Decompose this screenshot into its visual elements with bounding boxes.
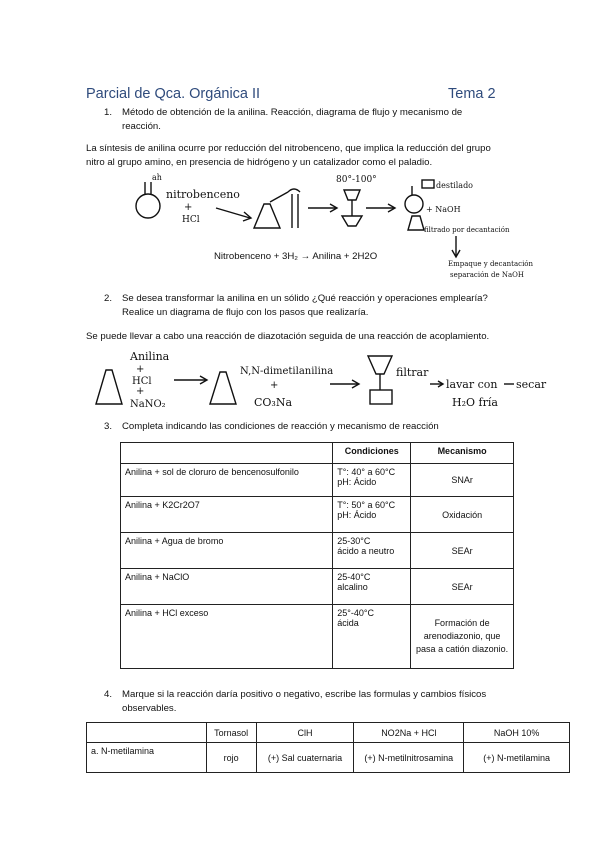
tema-label: Tema 2 [448,86,496,102]
hw-nano2: NaNO₂ [130,399,166,410]
erlenmeyer-icon [96,370,122,404]
table-row [121,569,514,605]
header-tornasol: Tornasol [206,723,256,743]
q4-number: 4. [104,689,113,700]
q2-question-line2: Realice un diagrama de flujo con los pasos que realizaría. [122,307,369,318]
conditions-table [120,442,514,669]
q1-answer-line2: nitro al grupo amino, en presencia de hidrógeno y un catalizador como el paladio. [86,157,433,168]
header-empty [121,443,333,464]
hw-final: separación de NaOH [450,271,525,279]
cond-ph: pH: Ácido [337,477,377,487]
hw-temp: 80°-100° [336,175,377,185]
q4-question-line2: observables. [122,703,177,714]
final-flask-icon [405,195,423,213]
conditions-cell [333,497,411,533]
table-header-row [121,443,514,464]
table-row [121,464,514,497]
reaction-cell: Anilina + NaClO [121,569,333,605]
hw-hcl: HCl [132,376,152,387]
header-no2na: NO2Na + HCl [354,723,464,743]
table-row [121,605,514,669]
q3-number: 3. [104,421,113,432]
cond-temp: 25°-40°C [337,608,374,618]
hw-plus3: + [270,380,279,391]
hw-plus1: + [136,364,145,375]
q1-question-line1: Método de obtención de la anilina. Reacción, diagrama de flujo y mecanismo de [122,107,463,118]
hw-co3na: CO₃Na [254,396,293,409]
q4-question-line1: Marque si la reacción daría positivo o negativo, escribe las formulas y cambios físicos [122,689,487,700]
reaction-cell: Anilina + Agua de bromo [121,533,333,569]
q1-answer-line1: La síntesis de anilina ocurre por reducción del nitrobenceno, que implica la reducción del grupo [86,143,491,154]
q3-question: Completa indicando las condiciones de reacción y mecanismo de reacción [122,421,439,432]
conditions-cell [333,533,411,569]
clh-cell: (+) Sal cuaternaria [256,743,354,773]
cond-temp: 25-30°C [337,536,371,546]
q2-flow-diagram [90,346,570,416]
hw-h2o: H₂O fría [452,396,498,409]
header-naoh: NaOH 10% [464,723,570,743]
header-clh: ClH [256,723,354,743]
hw-plus2: + [136,386,145,397]
tornasol-cell: rojo [206,743,256,773]
table-row [87,743,570,773]
hw-ah: ah [152,173,162,182]
q2-number: 2. [104,293,113,304]
q1-equation: Nitrobenceno + 3H₂ → Anilina + 2H2O [214,251,378,262]
hw-hcl: HCl [182,215,200,225]
mechanism-cell: Oxidación [411,497,514,533]
mechanism-cell: Formación de arenodiazonio, que pasa a catión diazonio. [411,605,514,669]
cond-ph: ácida [337,618,359,628]
cond-ph: ácido a neutro [337,546,395,556]
hw-filtrado: filtrado por decantación [424,226,510,234]
cond-temp: 25-40°C [337,572,371,582]
funnel-icon [368,356,392,374]
hw-empaque: Empaque y decantación [448,260,534,268]
erlenmeyer-icon [254,204,280,228]
hw-secar: secar [516,378,547,391]
cond-ph: pH: Ácido [337,510,377,520]
hw-nitrobenceno: nitrobenceno [166,188,240,201]
header-mecanismo: Mecanismo [411,443,514,464]
page-title: Parcial de Qca. Orgánica II [86,86,261,102]
reaction-cell: Anilina + HCl exceso [121,605,333,669]
header-condiciones: Condiciones [333,443,411,464]
reaction-cell: Anilina + sol de cloruro de bencenosulfonilo [121,464,333,497]
table-row [121,533,514,569]
conditions-cell [333,569,411,605]
table-header-row [87,723,570,743]
naoh-cell: (+) N-metilamina [464,743,570,773]
compound-label: a. N-metilamina [87,743,207,773]
reactions-table [86,722,570,773]
cond-temp: T°: 40° a 60°C [337,467,396,477]
q1-question-line2: reacción. [122,121,161,132]
mechanism-cell: SNAr [411,464,514,497]
mechanism-cell: SEAr [411,533,514,569]
hw-destilado: destilado [436,181,473,190]
q2-answer: Se puede llevar a cabo una reacción de diazotación seguida de una reacción de acoplamiento. [86,331,490,342]
conditions-cell [333,605,411,669]
table-row [121,497,514,533]
no2na-cell: (+) N-metilnitrosamina [354,743,464,773]
hw-naoh: + NaOH [426,205,461,214]
q2-question-line1: Se desea transformar la anilina en un sólido ¿Qué reacción y operaciones emplearía? [122,293,488,304]
round-flask-icon [136,194,160,218]
header-empty [87,723,207,743]
cond-temp: T°: 50° a 60°C [337,500,396,510]
cond-ph: alcalino [337,582,368,592]
conditions-cell [333,464,411,497]
hw-anilina: Anilina [130,350,170,363]
reaction-cell: Anilina + K2Cr2O7 [121,497,333,533]
hw-filtrar: filtrar [396,366,429,379]
hw-lavar: lavar con [446,378,498,391]
q1-number: 1. [104,107,113,118]
erlenmeyer-2-icon [210,372,236,404]
mechanism-cell: SEAr [411,569,514,605]
hw-dimethyl: N,N-dimetilanilina [240,366,334,377]
hw-plus: + [184,202,193,213]
